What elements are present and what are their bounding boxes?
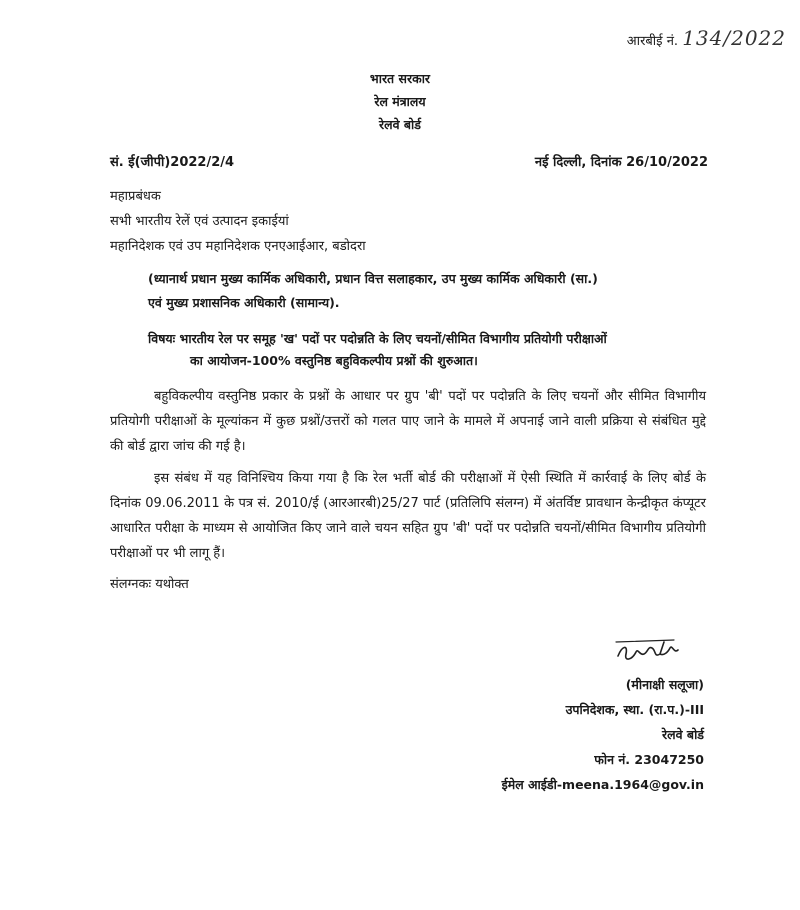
rbe-number: 134/2022 <box>682 26 786 50</box>
signatory-designation: उपनिदेशक, स्था. (रा.प.)-III <box>565 702 704 717</box>
subject-line1: विषयः भारतीय रेल पर समूह 'ख' पदों पर पदोन्नति के लिए चयनों/सीमित विभागीय प्रतियोगी परीक्षाओं <box>148 331 607 346</box>
signature-image <box>614 632 684 668</box>
signatory-name: (मीनाक्षी सलूजा) <box>625 677 704 692</box>
signatory-block <box>502 672 704 797</box>
signatory-office: रेलवे बोर्ड <box>662 727 704 742</box>
addressee-line3: महानिदेशक एवं उप महानिदेशक एनएआईआर, बडोदरा <box>110 239 366 254</box>
addressee-line2: सभी भारतीय रेलें एवं उत्पादन इकाईयां <box>110 214 289 229</box>
subject-line2: का आयोजन-100% वस्तुनिष्ठ बहुविकल्पीय प्रश्नों की शुरुआत। <box>190 353 478 368</box>
paragraph-1-text: बहुविकल्पीय वस्तुनिष्ठ प्रकार के प्रश्नों के आधार पर ग्रुप 'बी' पदों पर पदोन्नति के लिए चयनों और सीमित विभागीय प्रतियोगी परीक्षाओं के मूल्यांकन में कुछ प्रश्नों/उत्तरों को गलत पाए जाने के मामले में अपनाई जाने वाली प्रक्रिया से संबंधित मुद्दे की बोर्ड द्वारा जांच की गई है। <box>110 389 706 454</box>
attention-line1: (ध्यानार्थ प्रधान मुख्य कार्मिक अधिकारी, प्रधान वित्त सलाहकार, उप मुख्य कार्मिक अधिकारी (सा.) <box>148 271 598 286</box>
rbe-label: आरबीई नं. <box>626 34 679 49</box>
signatory-email: ईमेल आईडी-meena.1964@gov.in <box>501 777 704 792</box>
header-ministry: रेल मंत्रालय <box>374 94 426 109</box>
paragraph-2-text: इस संबंध में यह विनिश्चिय किया गया है कि रेल भर्ती बोर्ड की परीक्षाओं में ऐसी स्थिति में कार्रवाई के लिए बोर्ड के दिनांक 09.06.2011 के पत्र सं. 2010/ई (आरआरबी)25/27 पार्ट (प्रतिलिपि संलग्न) में अंतर्विष्ट प्रावधान केन्द्रीकृत कंप्यूटर आधारित परीक्षा के माध्यम से आयोजित किए जाने वाले चयन सहित ग्रुप 'बी' पदों पर पदोन्नति चयनों/सीमित विभागीय प्रतियोगी परीक्षाओं पर भी लागू हैं। <box>110 471 706 561</box>
enclosure: संलग्नकः यथोक्त <box>110 577 189 592</box>
header-board: रेलवे बोर्ड <box>379 117 421 132</box>
subject <box>148 328 704 372</box>
addressee-line1: महाप्रबंधक <box>110 189 161 204</box>
rbe-reference <box>627 26 786 50</box>
letter-number: सं. ई(जीपी)2022/2/4 <box>110 155 235 170</box>
paragraph-2 <box>110 466 706 566</box>
letter-date: नई दिल्ली, दिनांक 26/10/2022 <box>534 155 708 170</box>
attention-line2: एवं मुख्य प्रशासनिक अधिकारी (सामान्य). <box>148 295 340 310</box>
signatory-phone: फोन नं. 23047250 <box>594 752 704 767</box>
header-government: भारत सरकार <box>369 71 431 86</box>
paragraph-1 <box>110 384 706 459</box>
